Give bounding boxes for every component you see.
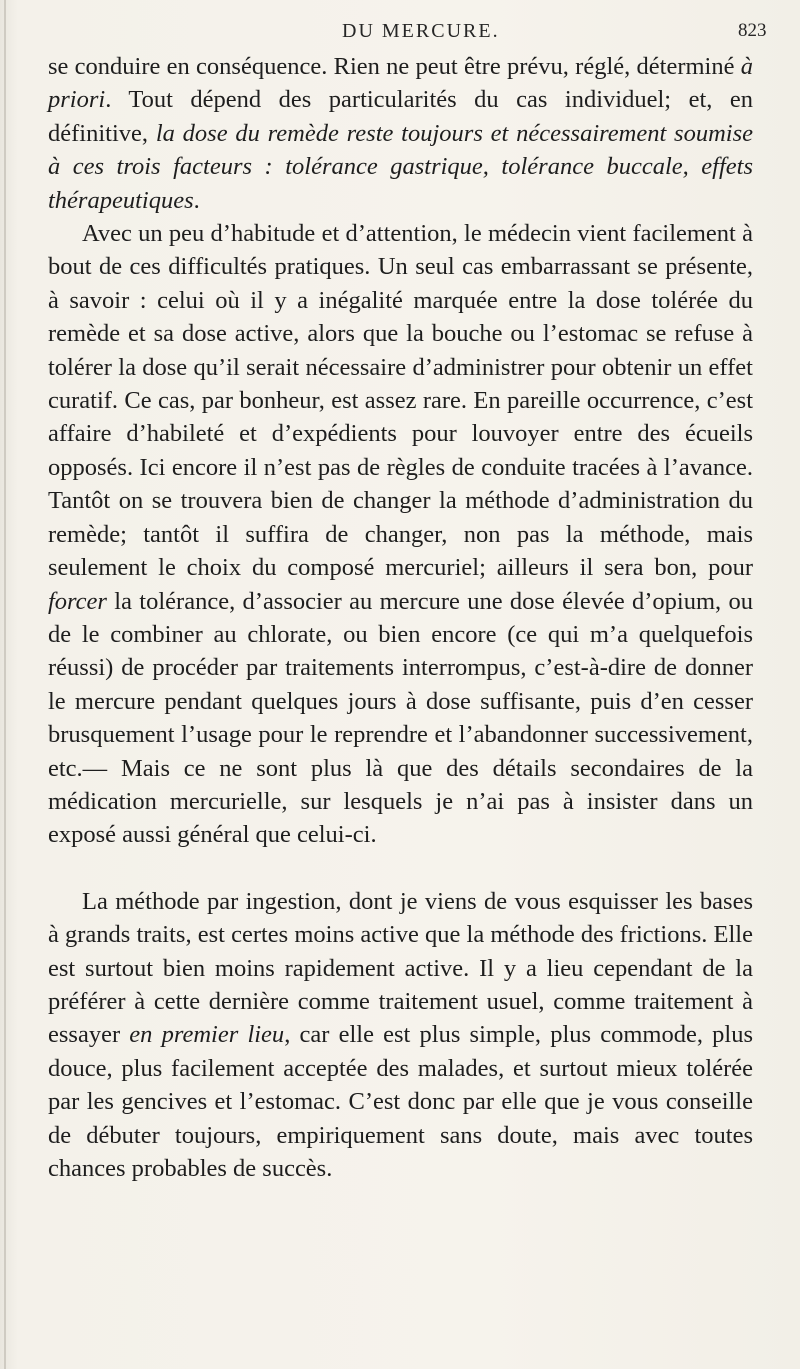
paragraph-3-text-2: , car elle est plus simple, plus commode, plus douce, plus facilement acceptée des malades, et surtout mieux tolérée par les gencives et l’estomac. C’est donc par elle que je vous conseille de débuter toujours, empiriquement sans doute, mais avec toutes chances probables de succès. — [48, 1021, 753, 1182]
paragraph-2-italic-1: forcer — [48, 587, 107, 615]
page-number: 823 — [738, 20, 767, 41]
paragraph-1-italic-2: la dose du remède reste toujours et nécessairement soumise à ces trois facteurs : tolérance gastrique, tolérance buccale, effets thérapeutiques — [48, 119, 753, 214]
paragraph-2-text-2: la tolérance, d’associer au mercure une dose élevée d’opium, ou de le combiner au chlorate, ou bien encore (ce qui m’a quelquefois réussi) de procéder par traitements interrompus, c’est-à-dire de donner le mercure pendant quelques jours à dose suffisante, puis d’en cesser brusquement l’usage pour le reprendre et l’abandonner successivement, etc.— Mais ce ne sont plus là que des détails secondaires de la médication mercurielle, sur lesquels je n’ai pas à insister dans un exposé aussi général que celui-ci. — [48, 587, 753, 849]
paragraph-3 — [48, 885, 753, 1186]
binding-edge — [4, 0, 6, 1369]
paragraph-2 — [48, 217, 753, 852]
paragraph-1-text-1: se conduire en conséquence. Rien ne peut être prévu, réglé, déterminé — [48, 53, 741, 80]
body-text — [48, 50, 753, 1185]
page-header — [0, 18, 800, 48]
paragraph-1-text-3: . — [193, 186, 200, 214]
running-title: DU MERCURE. — [342, 20, 500, 42]
paragraph-1-italic-1: à priori — [48, 53, 753, 114]
paragraph-1 — [48, 50, 753, 217]
paragraph-3-text-1: La méthode par ingestion, dont je viens de vous esquisser les bases à grands traits, est certes moins active que la méthode des frictions. Elle est surtout bien moins rapidement active. Il y a lieu cependant de la préférer à cette dernière comme traitement usuel, comme traitement à essayer — [48, 887, 753, 1049]
paragraph-2-text-1: Avec un peu d’habitude et d’attention, le médecin vient facilement à bout de ces difficultés pratiques. Un seul cas embarrassant se présente, à savoir : celui où il y a inégalité marquée entre la dose tolérée du remède et sa dose active, alors que la bouche ou l’estomac se refuse à tolérer la dose qu’il serait nécessaire d’administrer pour obtenir un effet curatif. Ce cas, par bonheur, est assez rare. En pareille occurrence, c’est affaire d’habileté et d’expédients pour louvoyer entre des écueils opposés. Ici encore il n’est pas de règles de conduite tracées à l’avance. Tantôt on se trouvera bien de changer la méthode d’administration du remède; tantôt il suffira de changer, non pas la méthode, mais seulement le choix du composé mercuriel; ailleurs il sera bon, pour — [48, 220, 753, 582]
paragraph-1-text-2: . Tout dépend des particularités du cas individuel; et, en définitive, — [48, 86, 753, 147]
paragraph-3-italic-1: en premier lieu — [129, 1021, 285, 1049]
paragraph-spacer — [48, 852, 753, 885]
